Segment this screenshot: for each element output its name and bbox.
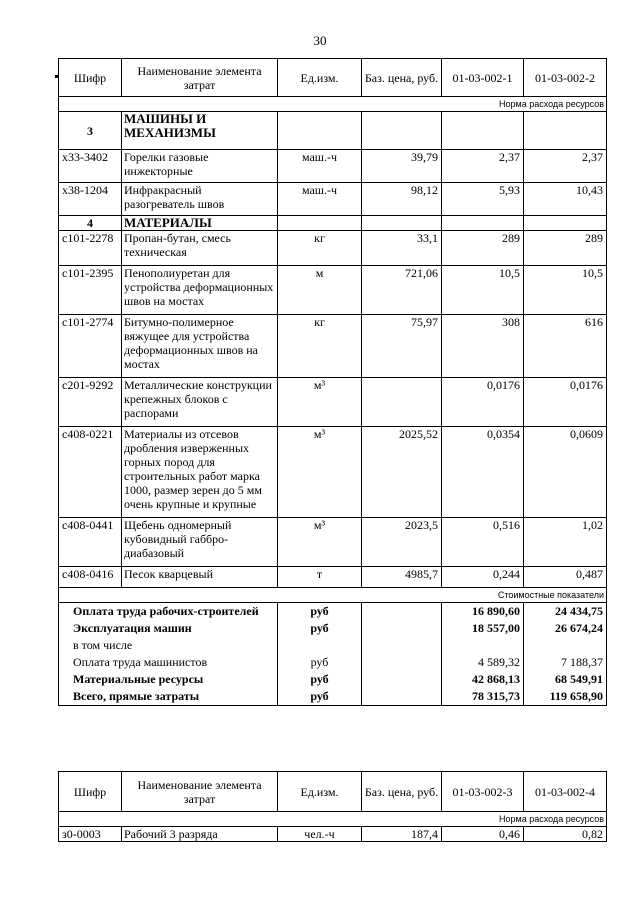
header-code: Шифр xyxy=(59,772,122,812)
row-name: Горелки газовые инжекторные xyxy=(122,150,278,183)
summary-unit: руб xyxy=(278,688,362,706)
row-value-1: 0,516 xyxy=(442,518,524,567)
row-code: с101-2278 xyxy=(59,231,122,266)
row-value-1: 2,37 xyxy=(442,150,524,183)
header-price: Баз. цена, руб. xyxy=(362,59,442,97)
row-code: з0-0003 xyxy=(59,827,122,842)
summary-blank xyxy=(362,671,442,688)
summary-value-1 xyxy=(442,637,524,654)
summary-label: Всего, прямые затраты xyxy=(59,688,278,706)
row-value-2: 616 xyxy=(524,315,607,378)
row-code: с201-9292 xyxy=(59,378,122,427)
row-name: Щебень одномерный кубовидный габбро-диабазовый xyxy=(122,518,278,567)
row-unit: т xyxy=(278,567,362,588)
row-value-1: 0,244 xyxy=(442,567,524,588)
row-price: 33,1 xyxy=(362,231,442,266)
summary-row xyxy=(59,671,607,688)
header-col1: 01-03-002-1 xyxy=(442,59,524,97)
table-row xyxy=(59,378,607,427)
resource-table-1 xyxy=(58,58,607,706)
row-unit: чел.-ч xyxy=(278,827,362,842)
summary-row xyxy=(59,620,607,637)
summary-row xyxy=(59,654,607,671)
summary-rows xyxy=(59,603,607,706)
row-value-1: 10,5 xyxy=(442,266,524,315)
header-col1: 01-03-002-3 xyxy=(442,772,524,812)
row-unit: м³ xyxy=(278,427,362,518)
table-row xyxy=(59,518,607,567)
row-value-1: 308 xyxy=(442,315,524,378)
summary-label: Эксплуатация машин xyxy=(59,620,278,637)
summary-label: в том числе xyxy=(59,637,278,654)
row-price: 721,06 xyxy=(362,266,442,315)
summary-unit: руб xyxy=(278,620,362,637)
table-row xyxy=(59,150,607,183)
section-title: МАТЕРИАЛЫ xyxy=(122,216,278,231)
row-name: Песок кварцевый xyxy=(122,567,278,588)
row-price: 4985,7 xyxy=(362,567,442,588)
section-title: МАШИНЫ И МЕХАНИЗМЫ xyxy=(122,112,278,150)
row-price: 2023,5 xyxy=(362,518,442,567)
row-code: с101-2395 xyxy=(59,266,122,315)
norm-label: Норма расхода ресурсов xyxy=(59,97,607,112)
summary-label: Оплата труда машинистов xyxy=(59,654,278,671)
row-price xyxy=(362,378,442,427)
norm-label: Норма расхода ресурсов xyxy=(59,812,607,827)
summary-value-2: 68 549,91 xyxy=(524,671,607,688)
summary-value-1: 4 589,32 xyxy=(442,654,524,671)
summary-row xyxy=(59,603,607,621)
cost-label: Стоимостные показатели xyxy=(59,588,607,603)
row-value-1: 0,0354 xyxy=(442,427,524,518)
row-value-2: 0,82 xyxy=(524,827,607,842)
summary-row xyxy=(59,637,607,654)
row-code: х38-1204 xyxy=(59,183,122,216)
row-unit: маш.-ч xyxy=(278,183,362,216)
row-value-2: 2,37 xyxy=(524,150,607,183)
row-value-1: 0,46 xyxy=(442,827,524,842)
row-unit: м xyxy=(278,266,362,315)
summary-label: Оплата труда рабочих-строителей xyxy=(59,603,278,621)
row-name: Битумно-полимерное вяжущее для устройства деформационных швов на мостах xyxy=(122,315,278,378)
section-number: 4 xyxy=(59,216,122,231)
row-price: 75,97 xyxy=(362,315,442,378)
row-code: с408-0441 xyxy=(59,518,122,567)
table-row xyxy=(59,231,607,266)
row-value-2: 0,0176 xyxy=(524,378,607,427)
row-value-2: 10,5 xyxy=(524,266,607,315)
row-code: х33-3402 xyxy=(59,150,122,183)
header-unit: Ед.изм. xyxy=(278,772,362,812)
row-unit: кг xyxy=(278,315,362,378)
header-code: Шифр xyxy=(59,59,122,97)
summary-value-1: 78 315,73 xyxy=(442,688,524,706)
summary-row xyxy=(59,688,607,706)
summary-value-1: 16 890,60 xyxy=(442,603,524,621)
row-name: Пенополиуретан для устройства деформационных швов на мостах xyxy=(122,266,278,315)
summary-value-2: 26 674,24 xyxy=(524,620,607,637)
table-row xyxy=(59,315,607,378)
summary-blank xyxy=(362,688,442,706)
table-row xyxy=(59,266,607,315)
table-row xyxy=(59,427,607,518)
row-code: с408-0416 xyxy=(59,567,122,588)
summary-unit xyxy=(278,637,362,654)
summary-value-2: 7 188,37 xyxy=(524,654,607,671)
row-value-1: 0,0176 xyxy=(442,378,524,427)
row-name: Рабочий 3 разряда xyxy=(122,827,278,842)
summary-blank xyxy=(362,654,442,671)
header-col2: 01-03-002-2 xyxy=(524,59,607,97)
row-name: Материалы из отсевов дробления изверженных горных пород для строительных работ марка 1000, размер зерен до 5 мм очень крупные и крупные xyxy=(122,427,278,518)
row-value-2: 289 xyxy=(524,231,607,266)
row-price: 39,79 xyxy=(362,150,442,183)
row-value-1: 5,93 xyxy=(442,183,524,216)
row-value-2: 1,02 xyxy=(524,518,607,567)
table-row xyxy=(59,827,607,842)
row-price: 98,12 xyxy=(362,183,442,216)
row-unit: м³ xyxy=(278,378,362,427)
summary-unit: руб xyxy=(278,654,362,671)
table-row xyxy=(59,567,607,588)
row-value-2: 10,43 xyxy=(524,183,607,216)
row-price: 2025,52 xyxy=(362,427,442,518)
header-name: Наименование элемента затрат xyxy=(122,59,278,97)
section4-rows xyxy=(59,231,607,588)
header-name: Наименование элемента затрат xyxy=(122,772,278,812)
table2-rows xyxy=(59,827,607,842)
summary-value-2: 119 658,90 xyxy=(524,688,607,706)
summary-value-2: 24 434,75 xyxy=(524,603,607,621)
summary-blank xyxy=(362,603,442,621)
section3-rows xyxy=(59,150,607,216)
row-value-2: 0,487 xyxy=(524,567,607,588)
row-code: с408-0221 xyxy=(59,427,122,518)
summary-value-2 xyxy=(524,637,607,654)
header-price: Баз. цена, руб. xyxy=(362,772,442,812)
row-code: с101-2774 xyxy=(59,315,122,378)
row-name: Инфракрасный разогреватель швов xyxy=(122,183,278,216)
header-col2: 01-03-002-4 xyxy=(524,772,607,812)
row-unit: м³ xyxy=(278,518,362,567)
row-unit: маш.-ч xyxy=(278,150,362,183)
summary-blank xyxy=(362,637,442,654)
row-price: 187,4 xyxy=(362,827,442,842)
summary-value-1: 18 557,00 xyxy=(442,620,524,637)
summary-unit: руб xyxy=(278,671,362,688)
row-value-1: 289 xyxy=(442,231,524,266)
summary-label: Материальные ресурсы xyxy=(59,671,278,688)
table-row xyxy=(59,183,607,216)
row-name: Металлические конструкции крепежных блоков с распорами xyxy=(122,378,278,427)
summary-value-1: 42 868,13 xyxy=(442,671,524,688)
row-name: Пропан-бутан, смесь техническая xyxy=(122,231,278,266)
page-number: 30 xyxy=(313,33,327,48)
header-unit: Ед.изм. xyxy=(278,59,362,97)
summary-blank xyxy=(362,620,442,637)
section-number: 3 xyxy=(59,112,122,150)
resource-table-2 xyxy=(58,771,607,842)
row-unit: кг xyxy=(278,231,362,266)
row-value-2: 0,0609 xyxy=(524,427,607,518)
summary-unit: руб xyxy=(278,603,362,621)
